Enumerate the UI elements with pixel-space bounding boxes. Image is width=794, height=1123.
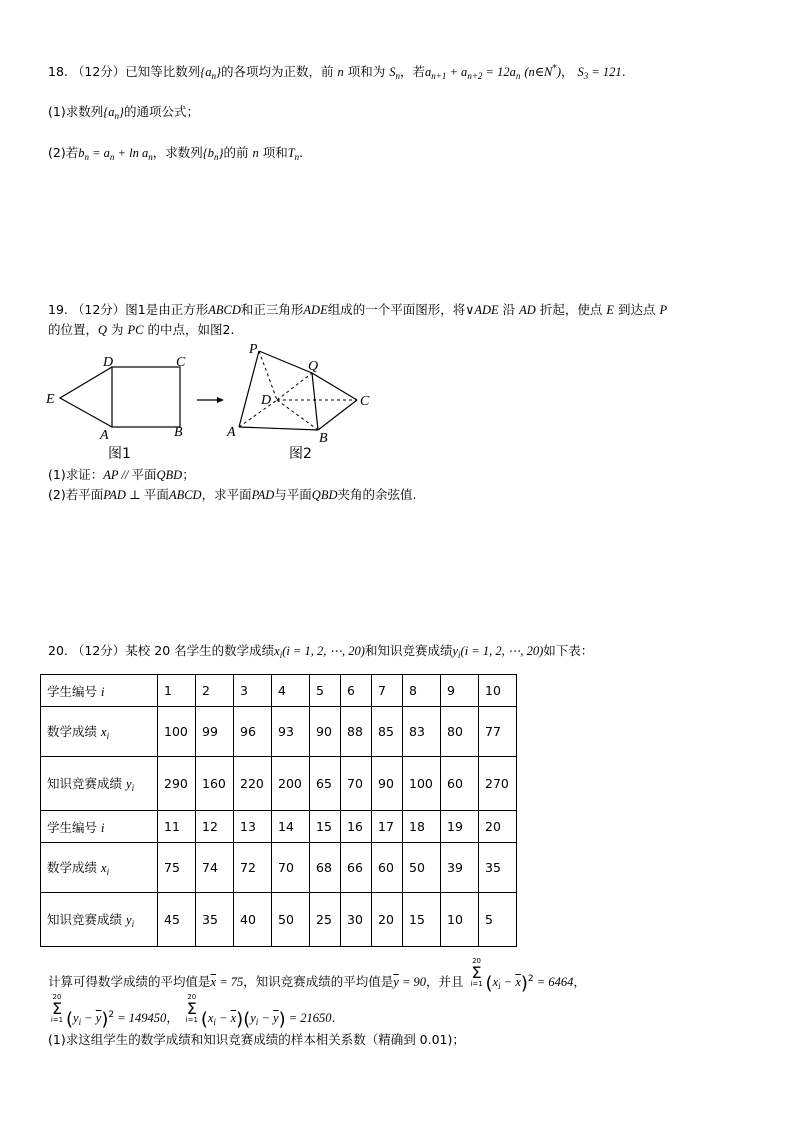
row-header: [41, 893, 158, 947]
edge-DB-dashed: [277, 400, 318, 430]
sxy-ysub: i: [255, 1017, 259, 1027]
sum-sigma-icon: Σ: [186, 999, 197, 1018]
table-cell: 35: [479, 843, 517, 893]
q19-text-d: 沿: [502, 302, 516, 317]
table-cell: 290: [158, 757, 196, 811]
q18-Sn-sub: n: [395, 71, 401, 82]
sum-sigma-icon: Σ: [471, 963, 482, 982]
figure-1: [60, 367, 180, 427]
q19-figures: [42, 340, 382, 465]
table-cell: 3: [234, 675, 272, 707]
sum-top: 20: [472, 957, 481, 965]
q18-cond-eq: = 12a: [482, 65, 516, 80]
arrow-icon: [217, 397, 224, 403]
q18-cond-a: a: [425, 65, 432, 80]
sum-bottom: i=1: [470, 980, 483, 988]
row-header-variable: y: [126, 777, 132, 791]
q19-p1-parallel: //: [118, 468, 132, 482]
q18-p2-mid: ，求数列: [152, 145, 203, 160]
q19-stem-line2: [48, 321, 234, 339]
table-cell: 50: [403, 843, 441, 893]
q18-p1-close: }: [118, 105, 124, 119]
row-header: [41, 707, 158, 757]
q18-seq: {a: [200, 65, 212, 80]
figure-2: [239, 351, 357, 430]
table-cell: 10: [441, 893, 479, 947]
sxx-square: 2: [527, 973, 534, 984]
q19-p2-rest: ，求平面: [201, 487, 252, 502]
fig1-label-E: E: [46, 392, 55, 407]
edge-QC: [312, 373, 357, 400]
table-row: [41, 675, 517, 707]
q19-text-2b: 为: [111, 322, 124, 337]
table-cell: 100: [403, 757, 441, 811]
table-cell: 15: [403, 893, 441, 947]
q18-S3-sub: 3: [583, 71, 589, 82]
syy-y: y: [73, 1011, 79, 1025]
table-cell: 70: [272, 843, 310, 893]
q18-p2-a-sub: n: [109, 152, 115, 162]
table-cell: 25: [310, 893, 341, 947]
table-cell: 30: [341, 893, 372, 947]
score-table: [40, 674, 517, 947]
row-header: [41, 811, 158, 843]
q18-cond-sub1: n+1: [431, 71, 447, 82]
table-cell: 70: [341, 757, 372, 811]
q20-y-sub: i: [458, 650, 461, 660]
q19-p1-end: ；: [182, 467, 195, 482]
q18-points: （12分）: [71, 64, 126, 80]
fig2-label-C: C: [360, 394, 370, 409]
edge-DQ-dashed: [277, 373, 312, 400]
table-cell: 9: [441, 675, 479, 707]
q18-p1-seq: {a: [103, 105, 115, 119]
q19-PC: PC: [127, 323, 144, 337]
fig2-label-D: D: [261, 393, 272, 408]
q20-calc-line1: 计算可得数学成绩的平均值是$\overline{x} = 75$，知识竞赛成绩的平均值是$\overline{y} = 90$，并且 20 Σ i=1 $(x_i - \overline{x})^2 = 6464$，: [48, 957, 586, 994]
table-cell: 5: [310, 675, 341, 707]
q18-p2-T-sub: n: [294, 152, 300, 162]
row-header-variable: i: [101, 684, 105, 699]
table-cell: 75: [158, 843, 196, 893]
table-cell: 39: [441, 843, 479, 893]
q18-seq-close: }: [216, 65, 222, 80]
fig1-label-C: C: [176, 355, 186, 370]
row-header-label: 学生编号: [47, 683, 98, 699]
q18-p2-label: (2)若: [48, 145, 79, 160]
q18-p2-n: n: [252, 146, 259, 160]
q18-cond-domain-close: ): [556, 65, 561, 80]
q18-text-a: 已知等比数列: [125, 64, 201, 80]
q20-number: 20.: [48, 643, 68, 658]
q18-p1-sub: n: [114, 111, 119, 121]
sxx-bar: $\overline{x}$: [515, 975, 521, 989]
table-cell: 100: [158, 707, 196, 757]
q18-p2-rest2: 项和: [262, 145, 288, 160]
table-row: [41, 757, 517, 811]
q19-p2-pad: PAD: [103, 488, 126, 502]
table-cell: 99: [196, 707, 234, 757]
q20-x-range: (i = 1, 2, ⋯, 20): [282, 644, 365, 658]
q18-cond-sub3: n: [515, 71, 521, 82]
syy-eq: = 149450: [114, 1011, 167, 1025]
row-header-label: 知识竞赛成绩: [47, 912, 123, 927]
q19-ad: AD: [519, 303, 536, 317]
q20-ybar-eq: = 90: [398, 975, 427, 989]
table-cell: 77: [479, 707, 517, 757]
syy-bar: $\overline{y}$: [95, 1011, 102, 1025]
sxy-y: y: [250, 1011, 256, 1025]
table-cell: 74: [196, 843, 234, 893]
table-cell: 85: [372, 707, 403, 757]
sxx-sub: i: [498, 981, 501, 991]
q20-sep: ，: [166, 1010, 179, 1025]
q20-end: .: [331, 1010, 336, 1025]
table-cell: 50: [272, 893, 310, 947]
edge-QB: [312, 373, 318, 430]
table-cell: 90: [310, 707, 341, 757]
q19-p2-abcd: ABCD: [168, 488, 202, 502]
row-header-subscript: i: [106, 731, 110, 741]
q19-Q: Q: [98, 323, 108, 337]
table-cell: 14: [272, 811, 310, 843]
edge-BC: [318, 400, 357, 430]
q20-comma: ，: [573, 974, 586, 989]
sxy-xbar: $\overline{x}$: [230, 1011, 237, 1025]
sxx-x: x: [492, 975, 499, 989]
table-cell: 8: [403, 675, 441, 707]
q18-p1-label: (1)求数列: [48, 104, 104, 119]
q18-p2-seq-sub: n: [213, 152, 219, 162]
sum-top: 20: [52, 993, 62, 1001]
row-header-label: 学生编号: [47, 819, 98, 835]
table-cell: 65: [310, 757, 341, 811]
row-header-variable: i: [101, 820, 105, 835]
q18-cond-star: *: [552, 64, 557, 74]
q19-p2-perp: ⊥: [125, 488, 144, 502]
table-cell: 35: [196, 893, 234, 947]
sum-sxx: [470, 958, 484, 988]
q19-p2-pad2: PAD: [251, 488, 275, 502]
syy-square: 2: [108, 1009, 115, 1020]
sxy-xsub: i: [213, 1017, 216, 1027]
q20-text-c: 如下表：: [543, 643, 594, 658]
q18-p2-b: b: [78, 146, 85, 160]
q20-calc-b: ，知识竞赛成绩的平均值是: [243, 974, 394, 989]
row-header-variable: x: [101, 861, 107, 875]
table-cell: 7: [372, 675, 403, 707]
table-row: [41, 893, 517, 947]
q19-ade: ADE: [303, 303, 328, 317]
table-cell: 220: [234, 757, 272, 811]
q19-text-b: 和正三角形: [240, 302, 304, 317]
q20-x: x: [274, 644, 280, 658]
table-row: [41, 843, 517, 893]
q18-number: 18.: [48, 64, 68, 80]
table-cell: 93: [272, 707, 310, 757]
fig2-label-B: B: [319, 431, 328, 446]
row-header: [41, 675, 158, 707]
q20-text-a: 某校 20 名学生的数学成绩: [125, 643, 275, 658]
table-cell: 270: [479, 757, 517, 811]
fig1-caption: 图1: [108, 446, 131, 462]
table-cell: 45: [158, 893, 196, 947]
table-cell: 90: [372, 757, 403, 811]
row-header-variable: x: [101, 725, 107, 739]
q18-part1: [48, 103, 199, 125]
q19-points: （12分）: [71, 302, 126, 317]
q20-ybar: $\overline{y}$: [393, 975, 399, 989]
table-cell: 83: [403, 707, 441, 757]
q20-points: （12分）: [71, 643, 126, 658]
q20-y-range: (i = 1, 2, ⋯, 20): [460, 644, 544, 658]
q18-p2-eq: = a: [88, 146, 110, 160]
q19-abcd: ABCD: [208, 303, 241, 317]
q18-text-b: 的各项均为正数，前: [221, 64, 334, 80]
row-header: [41, 757, 158, 811]
table-cell: 16: [341, 811, 372, 843]
q20-calc-c: ，并且: [426, 974, 464, 989]
q18-n: n: [337, 65, 344, 80]
q18-p2-ln: + ln a: [114, 146, 149, 160]
q18-p2-seq-close: }: [218, 146, 224, 160]
q18-seq-sub: n: [211, 71, 217, 82]
q18-S3-eq: = 121: [588, 65, 622, 80]
fig1-label-A: A: [100, 428, 109, 443]
q18-text-c: 项和为: [347, 64, 386, 80]
q20-text-b: 和知识竞赛成绩: [364, 643, 453, 658]
q20-stem: [48, 642, 593, 664]
q18-p1-rest: 的通项公式；: [123, 104, 199, 119]
q18-p2-end: .: [299, 145, 304, 160]
q19-text-2a: 的位置，: [48, 322, 99, 337]
row-header-subscript: i: [106, 867, 110, 877]
q19-p2-qbd: QBD: [311, 488, 338, 502]
table-cell: 17: [372, 811, 403, 843]
table-cell: 40: [234, 893, 272, 947]
sxy-x: x: [207, 1011, 214, 1025]
edge-PA: [239, 351, 259, 427]
q19-text-f: 到达点: [617, 302, 656, 317]
table-cell: 200: [272, 757, 310, 811]
table-cell: 88: [341, 707, 372, 757]
table-cell: 96: [234, 707, 272, 757]
q18-p2-ln-sub: n: [148, 152, 153, 162]
q18-stem: [48, 60, 626, 85]
table-row: [41, 811, 517, 843]
syy-sub: i: [78, 1017, 82, 1027]
row-header-subscript: i: [131, 783, 135, 793]
q18-p2-b-sub: n: [84, 152, 89, 162]
q18-Sn: S: [389, 65, 396, 80]
table-cell: 15: [310, 811, 341, 843]
table-cell: 60: [441, 757, 479, 811]
q18-text-d: ，若: [400, 64, 426, 80]
fig2-label-P: P: [249, 342, 258, 357]
q20-y: y: [452, 644, 459, 658]
edge-PQ: [259, 351, 312, 373]
square-abcd: [112, 367, 180, 427]
q18-S3: S: [577, 65, 584, 80]
table-cell: 68: [310, 843, 341, 893]
q20-part1: (1)求这组学生的数学成绩和知识竞赛成绩的样本相关系数（精确到 0.01)；: [48, 1032, 465, 1047]
table-cell: 4: [272, 675, 310, 707]
q18-p2-T: T: [287, 146, 295, 160]
table-row: [41, 707, 517, 757]
sum-top: 20: [187, 993, 197, 1001]
fig2-caption: 图2: [289, 446, 312, 462]
table-cell: 20: [479, 811, 517, 843]
fig1-label-D: D: [103, 355, 114, 370]
row-header: [41, 843, 158, 893]
table-cell: 11: [158, 811, 196, 843]
table-cell: 160: [196, 757, 234, 811]
q19-text-c: 组成的一个平面图形，将: [327, 302, 466, 317]
fig1-label-B: B: [174, 425, 183, 440]
table-cell: 12: [196, 811, 234, 843]
q19-p2-mid: 平面: [143, 487, 169, 502]
sum-bottom: i=1: [185, 1016, 198, 1024]
sxy-eq: = 21650: [285, 1011, 332, 1025]
row-header-variable: y: [126, 913, 132, 927]
fig2-label-Q: Q: [308, 359, 319, 374]
q18-end: .: [621, 64, 626, 80]
table-cell: 66: [341, 843, 372, 893]
q18-p2-seq: {b: [202, 146, 214, 160]
q19-text-2c: 的中点，如图2.: [147, 322, 235, 337]
q18-cond-plus: + a: [446, 65, 468, 80]
q20-xbar-eq: = 75: [216, 975, 244, 989]
q19-p1-qbd: QBD: [156, 468, 183, 482]
q20-xbar: $\overline{x}$: [210, 975, 217, 989]
sxx-eq: = 6464: [533, 975, 574, 989]
table-cell: 19: [441, 811, 479, 843]
row-header-label: 数学成绩: [47, 860, 98, 875]
sxx-minus: −: [500, 975, 516, 989]
q19-E: E: [606, 303, 614, 317]
q19-p1-rest: 平面: [131, 467, 157, 482]
sum-syy: [50, 994, 64, 1024]
row-header-label: 数学成绩: [47, 724, 98, 739]
q19-number: 19.: [48, 302, 68, 317]
q19-p2-rest3: 夹角的余弦值.: [337, 487, 417, 502]
table-cell: 80: [441, 707, 479, 757]
q19-part2: [48, 486, 416, 504]
fig2-label-A: A: [227, 425, 236, 440]
q18-comma: ，: [561, 64, 574, 80]
q19-part1: [48, 466, 195, 484]
table-cell: 72: [234, 843, 272, 893]
row-header-label: 知识竞赛成绩: [47, 776, 123, 791]
q20-calc-a: 计算可得数学成绩的平均值是: [48, 974, 211, 989]
q19-text-e: 折起，使点: [539, 302, 603, 317]
sxy-minus: −: [215, 1011, 231, 1025]
table-cell: 1: [158, 675, 196, 707]
q19-p1-ap: AP: [103, 468, 119, 482]
q18-cond-sub2: n+2: [467, 71, 483, 82]
q18-cond-domain: (n∈N: [524, 65, 553, 80]
q19-p2-rest2: 与平面: [274, 487, 312, 502]
sxy-ybar: $\overline{y}$: [273, 1011, 279, 1025]
table-cell: 6: [341, 675, 372, 707]
syy-minus: −: [81, 1011, 96, 1025]
edge-AB: [239, 427, 318, 430]
q19-p1-label: (1)求证：: [48, 467, 104, 482]
q19-text-a: 图1是由正方形: [125, 302, 209, 317]
sum-sxy: [185, 994, 199, 1024]
sum-sigma-icon: Σ: [51, 999, 63, 1018]
table-cell: 13: [234, 811, 272, 843]
q19-triangle: ∨ADE: [465, 303, 499, 317]
table-cell: 20: [372, 893, 403, 947]
q20-calc-line2: 20 Σ i=1 $(y_i - \overline{y})^2 = 149450$， 20 Σ i=1 $(x_i - \overline{x})(y_i - \overline{y}) = 21650$.: [50, 993, 336, 1030]
sxy-minus2: −: [258, 1011, 273, 1025]
q18-part2: [48, 144, 303, 166]
q19-stem-line1: [48, 301, 667, 319]
table-cell: 18: [403, 811, 441, 843]
q19-P: P: [659, 303, 668, 317]
triangle-ade: [60, 367, 112, 427]
table-cell: 5: [479, 893, 517, 947]
sum-bottom: i=1: [50, 1016, 64, 1024]
q18-p2-rest: 的前: [223, 145, 249, 160]
table-cell: 2: [196, 675, 234, 707]
table-cell: 60: [372, 843, 403, 893]
row-header-subscript: i: [131, 919, 135, 929]
q19-p2-label: (2)若平面: [48, 487, 104, 502]
q20-x-sub: i: [279, 650, 283, 660]
table-cell: 10: [479, 675, 517, 707]
